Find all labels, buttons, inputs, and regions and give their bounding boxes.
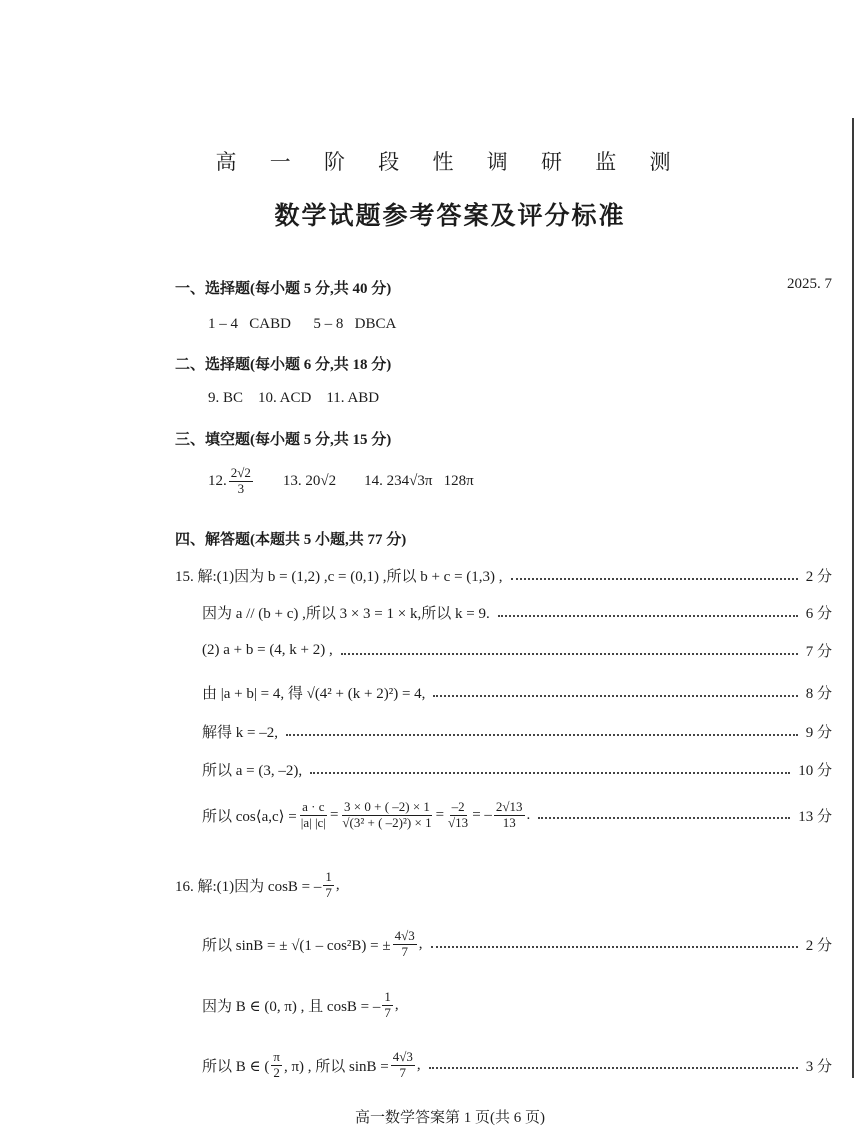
q15-line-3-score: 7 分 (805, 644, 832, 660)
numerator: π (273, 1049, 280, 1064)
section-4-heading: 四、解答题(本题共 5 小题,共 77 分) (175, 532, 407, 548)
q15-line-3-text: (2) a + b = (4, k + 2) , (202, 642, 333, 658)
q16-line-3-prefix: 因为 B ∈ (0, π) , 且 cosB = – (202, 998, 381, 1015)
section-1-answers: 1 – 4 CABD 5 – 8 DBCA (208, 316, 397, 332)
q12-numerator: 2√2 (230, 465, 251, 480)
q15-line-7 (202, 800, 832, 831)
leader-dots (310, 772, 790, 774)
q16-line-3 (202, 990, 399, 1021)
q13-answer: 13. 20√2 (282, 472, 337, 489)
q15-line-5 (202, 721, 832, 742)
section-2-heading: 二、选择题(每小题 6 分,共 18 分) (175, 357, 392, 373)
q16-line-2-suffix: , (418, 935, 423, 952)
q15-line-4 (202, 682, 832, 703)
q16-line-2 (202, 929, 832, 960)
q15-line-6 (202, 759, 832, 780)
q16-line-4-fraction-1 (271, 1050, 282, 1081)
denominator: 7 (325, 884, 332, 900)
q16-line-2-prefix: 所以 sinB = ± √(1 – cos²B) = ± (202, 937, 391, 954)
leader-dots (433, 695, 797, 697)
leader-dots (429, 1067, 798, 1069)
section-3-heading: 三、填空题(每小题 5 分,共 15 分) (175, 432, 392, 448)
numerator: –2 (451, 799, 465, 814)
leader-dots (286, 734, 798, 736)
q15-fraction-1 (299, 800, 328, 831)
document-date: 2025. 7 (787, 276, 832, 292)
q15-fraction-3 (446, 800, 470, 831)
denominator: 13 (502, 814, 516, 830)
equals-sign: = (435, 806, 445, 823)
q15-line-5-score: 9 分 (805, 725, 832, 741)
numerator: 4√3 (394, 928, 415, 943)
q16-line-4-suffix: , (416, 1056, 421, 1073)
leader-dots (341, 653, 798, 655)
document-title: 数学试题参考答案及评分标准 (274, 203, 626, 230)
q16-line-1-suffix: , (335, 876, 340, 893)
q16-line-3-fraction (382, 990, 393, 1021)
page-footer: 高一数学答案第 1 页(共 6 页) (355, 1110, 545, 1126)
numerator: 1 (325, 869, 332, 884)
denominator: 2 (273, 1064, 280, 1080)
leader-dots (498, 615, 798, 617)
section-2-answers: 9. BC 10. ACD 11. ABD (208, 390, 380, 406)
q16-line-1 (175, 870, 340, 901)
period: . (526, 806, 531, 823)
numerator: 2√13 (495, 799, 523, 814)
denominator: 7 (401, 943, 408, 959)
denominator: 7 (399, 1064, 407, 1080)
q15-line-2 (202, 602, 832, 623)
denominator: 7 (384, 1004, 391, 1020)
q16-line-4-fraction-2 (391, 1050, 415, 1081)
q14-answer: 14. 234√3π 128π (364, 472, 474, 489)
q15-line-2-text: 因为 a // (b + c) ,所以 3 × 3 = 1 × k,所以 k = 9. (202, 606, 490, 622)
q15-line-7-score: 13 分 (798, 808, 832, 825)
exam-series-title: 高 一 阶 段 性 调 研 监 测 (215, 150, 685, 174)
q16-line-3-suffix: , (394, 996, 399, 1013)
q15-line-6-text: 所以 a = (3, –2), (202, 763, 303, 779)
q15-line-3 (202, 640, 832, 661)
numerator: 4√3 (392, 1049, 413, 1064)
q16-line-4 (202, 1050, 832, 1081)
leader-dots (431, 946, 798, 948)
q15-fraction-2 (340, 800, 433, 831)
q16-line-1-fraction (323, 870, 334, 901)
section-3-answers (208, 466, 474, 497)
denominator: |a| |c| (300, 814, 326, 830)
q15-line-4-text: 由 |a + b| = 4, 得 √(4² + (k + 2)²) = 4, (202, 686, 426, 702)
equals-sign: = (329, 806, 339, 823)
q12-fraction (229, 466, 253, 497)
q16-line-4-prefix: 所以 B ∈ ( (202, 1058, 270, 1075)
q15-line-1-text: 15. 解:(1)因为 b = (1,2) ,c = (0,1) ,所以 b + c = (1,3) , (175, 569, 503, 585)
q15-line-2-score: 6 分 (805, 606, 832, 622)
numerator: a · c (302, 799, 325, 814)
q15-line-5-text: 解得 k = –2, (202, 725, 278, 741)
q15-line-6-score: 10 分 (798, 763, 832, 779)
q15-line-1 (175, 565, 832, 586)
leader-dots (511, 578, 798, 580)
q15-line-4-score: 8 分 (805, 686, 832, 702)
section-1-heading: 一、选择题(每小题 5 分,共 40 分) (175, 281, 392, 297)
q16-line-4-mid: , π) , 所以 sinB = (283, 1058, 389, 1075)
q16-line-2-score: 2 分 (805, 937, 832, 954)
q16-line-4-score: 3 分 (805, 1058, 832, 1075)
q16-line-1-prefix: 16. 解:(1)因为 cosB = – (175, 878, 322, 895)
q15-line-7-prefix: 所以 cos⟨a,c⟩ = (202, 808, 297, 825)
q16-line-2-fraction (393, 929, 417, 960)
denominator: √(3² + ( –2)²) × 1 (342, 814, 432, 830)
numerator: 3 × 0 + ( –2) × 1 (344, 799, 430, 814)
equals-minus-sign: = – (472, 806, 492, 823)
q12-denominator: 3 (237, 480, 245, 496)
q15-fraction-4 (494, 800, 525, 831)
leader-dots (538, 817, 790, 819)
numerator: 1 (384, 989, 391, 1004)
q15-line-1-score: 2 分 (805, 569, 832, 585)
q12-label: 12. (208, 472, 227, 489)
page-edge-divider (852, 118, 854, 1078)
denominator: √13 (448, 814, 469, 830)
